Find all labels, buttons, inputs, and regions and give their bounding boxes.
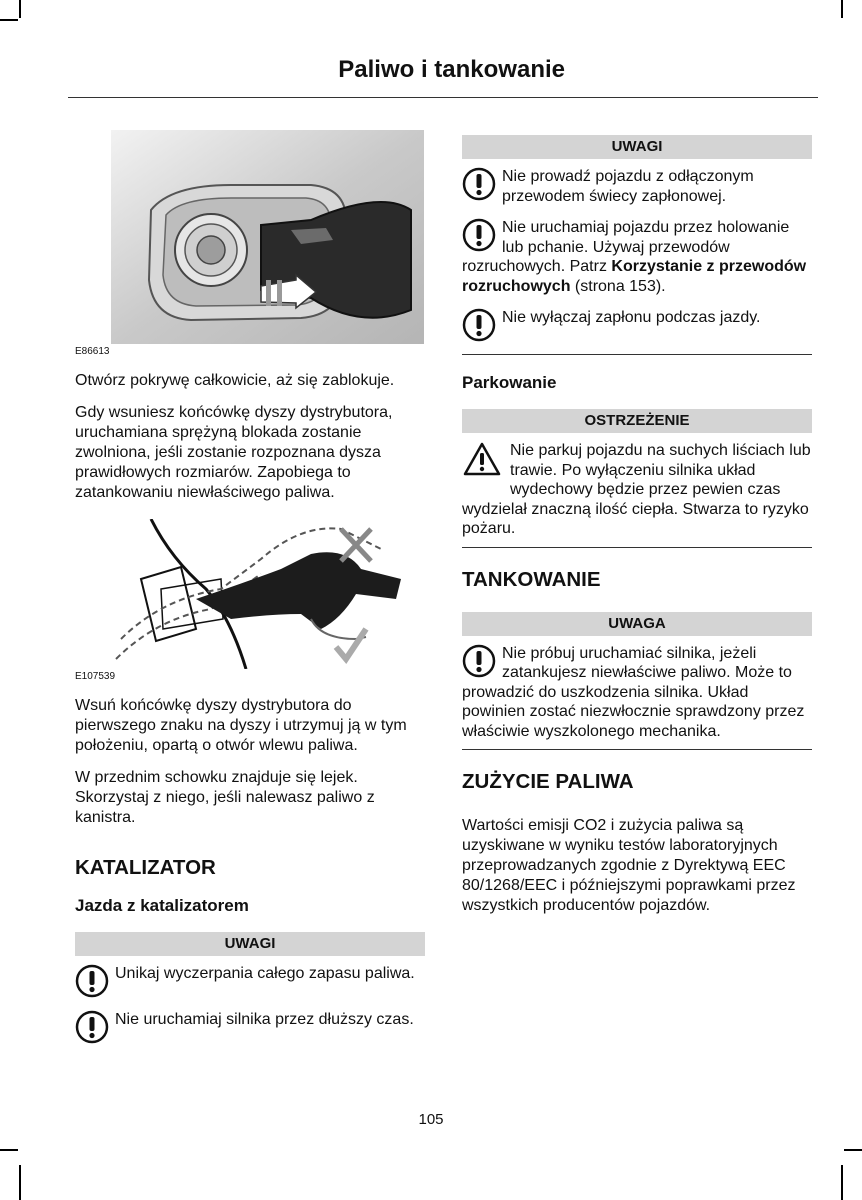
subsection-heading: Jazda z katalizatorem xyxy=(75,896,249,915)
note xyxy=(462,218,812,296)
fuel-flap-figure xyxy=(111,130,424,344)
caution-icon xyxy=(462,218,498,256)
note-text: Unikaj wyczerpania całego zapasu paliwa. xyxy=(115,965,415,982)
caution-icon xyxy=(462,644,498,682)
crop-mark xyxy=(0,19,18,21)
box-bottom-rule xyxy=(462,354,812,355)
warning-text: Nie parkuj pojazdu na suchych liściach lub trawie. Po wyłączeniu silnika układ wydechowy będzie przez pewien czas wydzielał znaczną ilość ciepła. Stwarza to ryzyko pożaru. xyxy=(462,442,811,537)
box-bottom-rule xyxy=(462,749,812,750)
right-column xyxy=(462,135,812,928)
notes-box-title: UWAGI xyxy=(462,135,812,159)
note xyxy=(75,964,425,1002)
note xyxy=(75,1010,425,1048)
notes-box-title: UWAGI xyxy=(75,932,425,956)
crop-mark xyxy=(841,1165,843,1200)
crop-mark xyxy=(844,1149,862,1151)
note xyxy=(462,167,812,206)
figure-code: E86613 xyxy=(75,346,110,357)
warning-box xyxy=(462,409,812,548)
section-heading: KATALIZATOR xyxy=(75,856,216,879)
paragraph: Otwórz pokrywę całkowicie, aż się zablokuje. xyxy=(75,372,395,389)
caution-icon xyxy=(75,1010,111,1048)
warning-box-title: OSTRZEŻENIE xyxy=(462,409,812,433)
fuel-flap-illustration xyxy=(111,130,424,344)
box-bottom-rule xyxy=(462,547,812,548)
notes-box-title: UWAGA xyxy=(462,612,812,636)
note-text: Nie prowadź pojazdu z odłączonym przewodem świecy zapłonowej. xyxy=(502,168,754,205)
warning-note xyxy=(462,441,812,539)
notes-box xyxy=(462,135,812,355)
crop-mark xyxy=(19,0,21,18)
note-text: Nie uruchamiaj silnika przez dłuższy czas. xyxy=(115,1011,414,1028)
paragraph: Wsuń końcówkę dyszy dystrybutora do pierwszego znaku na dyszy i utrzymuj ją w tym położeniu, opartą o otwór wlewu paliwa. xyxy=(75,697,407,754)
paragraph: W przednim schowku znajduje się lejek. Skorzystaj z niego, jeśli nalewasz paliwo z kanistra. xyxy=(75,769,375,826)
title-rule xyxy=(68,97,818,98)
paragraph: Wartości emisji CO2 i zużycia paliwa są uzyskiwane w wyniku testów laboratoryjnych przeprowadzanych zgodnie z Dyrektywą EEC 80/1268/EEC i późniejszymi poprawkami przez wszystkich producentów pojazdów. xyxy=(462,817,796,914)
cross-reference-link[interactable]: Korzystanie z przewodów rozruchowych xyxy=(462,258,807,295)
caution-icon xyxy=(75,964,111,1002)
nozzle-figure xyxy=(111,519,424,669)
notes-box xyxy=(462,612,812,751)
page-title: Paliwo i tankowanie xyxy=(338,56,565,83)
caution-icon xyxy=(462,308,498,346)
note-text: (strona 153). xyxy=(570,277,666,295)
warning-triangle-icon xyxy=(462,441,506,481)
section-heading: ZUŻYCIE PALIWA xyxy=(462,770,634,793)
note-text: Nie wyłączaj zapłonu podczas jazdy. xyxy=(502,309,761,326)
note-text: Nie uruchamiaj pojazdu przez holowanie lub pchanie. Używaj przewodów rozruchowych. Patrz xyxy=(462,219,790,275)
figure-code: E107539 xyxy=(75,671,116,682)
left-column xyxy=(75,130,425,1048)
nozzle-illustration xyxy=(111,519,424,669)
note-text: Nie próbuj uruchamiać silnika, jeżeli zatankujesz niewłaściwe paliwo. Może to prowadzić do uszkodzenia silnika. Układ powinien zostać niezwłocznie sprawdzony przez właściwie wyszkolonego mechanika. xyxy=(462,644,805,740)
crop-mark xyxy=(0,1149,18,1151)
subsection-heading: Parkowanie xyxy=(462,373,557,392)
caution-icon xyxy=(462,167,498,205)
crop-mark xyxy=(841,0,843,18)
note xyxy=(462,308,812,346)
page-number: 105 xyxy=(418,1111,444,1128)
note xyxy=(462,644,812,742)
section-heading: TANKOWANIE xyxy=(462,567,601,591)
paragraph: Gdy wsuniesz końcówkę dyszy dystrybutora, uruchamiana sprężyną blokada zostanie zwolniona, jeśli zostanie rozpoznana dysza prawidłowych rozmiarów. Zapobiega to zatankowaniu niewłaściwego paliwa. xyxy=(75,404,393,501)
notes-box xyxy=(75,932,425,1048)
crop-mark xyxy=(19,1165,21,1200)
